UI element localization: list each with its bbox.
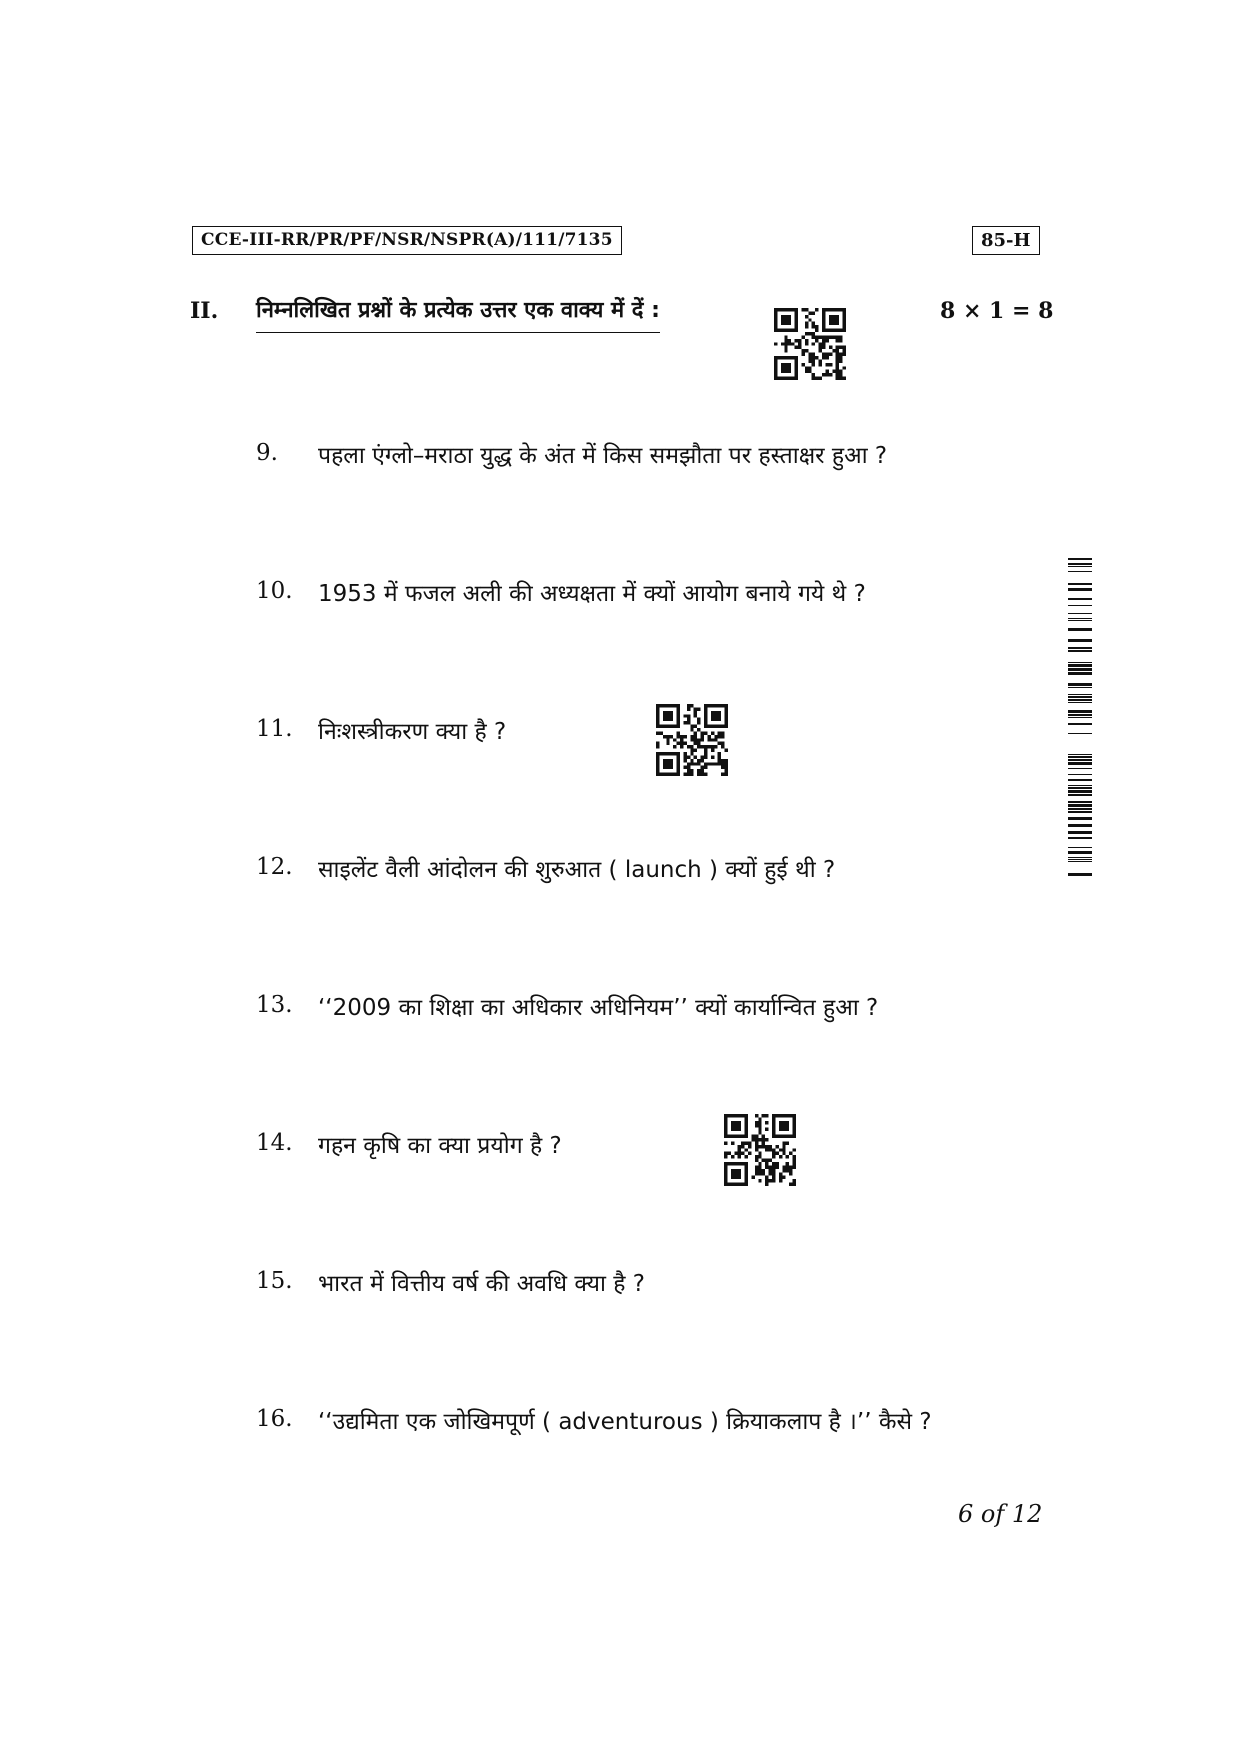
section-title: निम्नलिखित प्रश्नों के प्रत्येक उत्तर एक वाक्य में दें :	[256, 294, 660, 333]
question-text: निःशस्त्रीकरण क्या है ?	[318, 719, 507, 745]
question-number: 10.	[256, 578, 293, 604]
page-number: 6 of 12	[958, 1500, 1043, 1528]
question-text: गहन कृषि का क्या प्रयोग है ?	[318, 1133, 562, 1159]
question-number: 11.	[256, 716, 293, 742]
section-marks: 8 × 1 = 8	[940, 298, 1054, 324]
question-text: ‘‘2009 का शिक्षा का अधिकार अधिनियम’’ क्यों कार्यान्वित हुआ ?	[318, 995, 879, 1021]
barcode-icon	[1068, 558, 1092, 880]
question-text: पहला एंग्लो–मराठा युद्ध के अंत में किस समझौता पर हस्ताक्षर हुआ ?	[318, 443, 888, 469]
question-text: साइलेंट वैली आंदोलन की शुरुआत ( launch ) क्यों हुई थी ?	[318, 857, 836, 883]
question-number: 14.	[256, 1130, 293, 1156]
question-number: 15.	[256, 1268, 293, 1294]
question-text: 1953 में फजल अली की अध्यक्षता में क्यों आयोग बनाये गये थे ?	[318, 581, 866, 607]
question-number: 16.	[256, 1406, 293, 1432]
section-number: II.	[190, 298, 219, 324]
question-text: ‘‘उद्यमिता एक जोखिमपूर्ण ( adventurous ) क्रियाकलाप है ।’’ कैसे ?	[318, 1409, 932, 1435]
qr-code-icon	[656, 704, 728, 776]
question-number: 13.	[256, 992, 293, 1018]
question-text: भारत में वित्तीय वर्ष की अवधि क्या है ?	[318, 1271, 646, 1297]
qr-code-icon	[724, 1114, 796, 1186]
paper-code-box: CCE-III-RR/PR/PF/NSR/NSPR(A)/111/7135	[192, 226, 622, 255]
question-number: 9.	[256, 440, 278, 466]
question-number: 12.	[256, 854, 293, 880]
paper-id-box: 85-H	[972, 226, 1040, 255]
qr-code-icon	[774, 308, 846, 380]
